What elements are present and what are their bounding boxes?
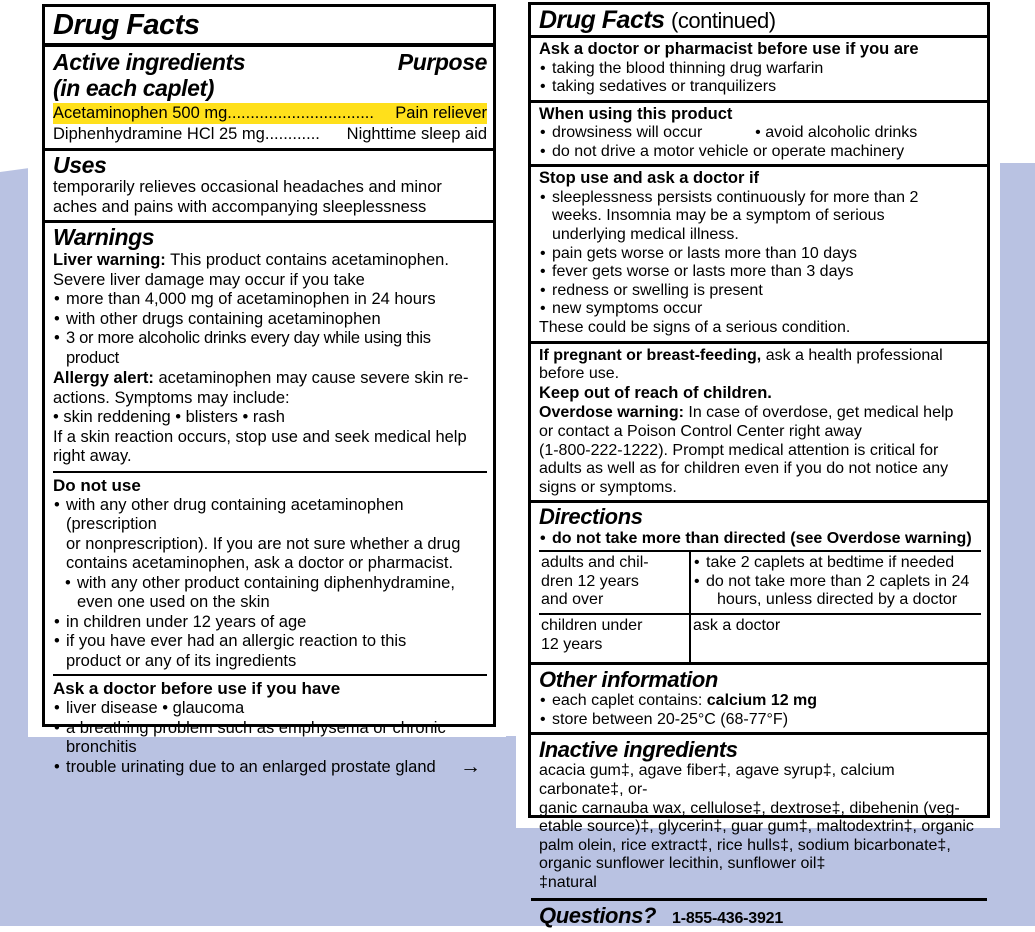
list-item: • taking sedatives or tranquilizers <box>539 78 981 97</box>
inactive-ingredients-line-5: organic sunflower lecithin, sunflower oil‡ <box>539 855 826 873</box>
pregnancy-warning-line-2: before use. <box>539 365 620 383</box>
section-stop-use <box>531 167 987 343</box>
liver-warning-bullets <box>53 290 487 368</box>
overdose-warning-line-4: adults as well as for children even if you do not notice any <box>539 460 949 478</box>
ask-doctor-pharmacist-list <box>539 60 981 97</box>
ingredient-row-diphenhydramine <box>53 124 487 145</box>
list-item: • more than 4,000 mg of acetaminophen in 24 hours <box>53 290 487 310</box>
continue-arrow-icon: → <box>460 755 481 779</box>
inactive-ingredients-line-2: ganic carnauba wax, cellulose‡, dextrose‡, dibehenin (veg- <box>539 799 960 817</box>
allergy-alert-label: Allergy alert: <box>53 369 154 387</box>
section-other-information <box>531 665 987 735</box>
active-ingredients-subheading: (in each caplet) <box>53 75 215 101</box>
dosage-instructions-adults <box>690 551 981 614</box>
section-general-warnings <box>531 344 987 504</box>
uses-line-1: temporarily relieves occasional headaches and minor <box>53 178 442 196</box>
table-row <box>539 551 981 614</box>
inactive-ingredients-line-3: etable source)‡, glycerin‡, guar gum‡, maltodextrin‡, organic <box>539 818 974 836</box>
uses-heading: Uses <box>53 152 107 178</box>
section-title-continued <box>531 5 987 38</box>
liver-warning <box>53 250 487 271</box>
allergy-footer-line-2: right away. <box>53 447 132 465</box>
allergy-symptoms: • skin reddening • blisters • rash <box>53 408 285 426</box>
purpose-heading: Purpose <box>397 49 487 75</box>
liver-warning-text: This product contains acetaminophen. <box>170 251 449 269</box>
inactive-ingredients-footnote: ‡natural <box>539 874 597 891</box>
table-row <box>539 614 981 662</box>
allergy-alert <box>53 368 487 389</box>
section-ask-doctor-pharmacist <box>531 38 987 103</box>
other-information-list <box>539 692 981 729</box>
questions-heading: Questions? <box>539 902 657 928</box>
liver-warning-label: Liver warning: <box>53 251 166 269</box>
uses-line-2: aches and pains with accompanying sleeplessness <box>53 197 427 216</box>
active-ingredients-heading: Active ingredients <box>53 49 246 75</box>
section-questions <box>531 901 987 932</box>
section-active-ingredients <box>45 47 493 151</box>
do-not-use-list <box>53 496 487 672</box>
allergy-alert-line-2: actions. Symptoms may include: <box>53 388 290 407</box>
pregnancy-warning-text: ask a health professional <box>765 346 943 364</box>
dosage-instructions-children: ask a doctor <box>690 614 981 662</box>
ingredient-row-acetaminophen <box>53 103 487 124</box>
section-title <box>45 7 493 47</box>
drug-facts-label-left <box>42 4 496 779</box>
list-item: • with other drugs containing acetaminophen <box>53 310 487 330</box>
ingredient-purpose-diphenhydramine: Nighttime sleep aid <box>346 125 487 143</box>
list-item: • with any other drug containing acetaminophen (prescription or nonprescription). If you are not sure whether a drug contains acetaminophen, ask a doctor or pharmacist. <box>53 496 487 574</box>
overdose-warning-line-5: signs or symptoms. <box>539 478 677 496</box>
list-item: • do not drive a motor vehicle or operate machinery <box>539 143 981 162</box>
list-item: • liver disease • glaucoma <box>53 699 487 719</box>
allergy-alert-text: acetaminophen may cause severe skin re- <box>158 369 469 387</box>
dosage-age-group-adults: adults and chil- dren 12 years and over <box>539 551 690 614</box>
dosage-age-group-children: children under 12 years <box>539 614 690 662</box>
keep-out-of-reach-warning: Keep out of reach of children. <box>539 383 772 402</box>
list-item: • in children under 12 years of age <box>53 613 487 633</box>
section-warnings <box>45 223 493 780</box>
list-item: • store between 20-25°C (68-77°F) <box>539 711 981 730</box>
list-item: • a breathing problem such as emphysema or chronic bronchitis <box>53 719 487 758</box>
list-item: • do not take more than 2 caplets in 24 hours, unless directed by a doctor <box>693 573 977 610</box>
section-inactive-ingredients <box>531 735 987 900</box>
dosage-table <box>539 550 981 662</box>
ask-doctor-heading: Ask a doctor before use if you have <box>53 679 341 698</box>
ingredient-name-diphenhydramine: Diphenhydramine HCl 25 mg............ <box>53 125 320 143</box>
list-item: • 3 or more alcoholic drinks every day while using this product <box>53 329 487 368</box>
backdrop-right-band <box>1000 163 1035 926</box>
ask-doctor-pharmacist-heading: Ask a doctor or pharmacist before use if you are <box>539 40 919 58</box>
when-using-heading: When using this product <box>539 104 733 123</box>
questions-phone-number: 1-855-436-3921 <box>672 909 784 927</box>
warnings-heading: Warnings <box>53 224 155 250</box>
overdose-warning <box>539 403 981 423</box>
list-item: • drowsiness will occur • avoid alcoholic drinks <box>539 124 981 143</box>
continued-label: (continued) <box>671 8 776 33</box>
list-item: • take 2 caplets at bedtime if needed <box>693 554 977 573</box>
dosage-bullet-list <box>693 554 977 610</box>
inactive-ingredients-line-1: acacia gum‡, agave fiber‡, agave syrup‡, calcium carbonate‡, or- <box>539 762 895 799</box>
ingredient-name-acetaminophen: Acetaminophen 500 mg................................ <box>53 104 374 122</box>
list-item: • do not take more than directed (see Overdose warning) <box>539 529 981 548</box>
when-using-item-1b: • avoid alcoholic drinks <box>755 124 918 142</box>
directions-top-bullet-list <box>539 529 981 550</box>
drug-facts-label-right <box>528 2 990 928</box>
ask-doctor-list <box>53 699 487 777</box>
directions-heading: Directions <box>539 504 643 530</box>
overdose-warning-text: In case of overdose, get medical help <box>688 404 954 422</box>
inactive-ingredients-heading: Inactive ingredients <box>539 737 738 763</box>
list-item: • pain gets worse or lasts more than 10 days <box>539 245 981 264</box>
page-title-continued: Drug Facts (continued) <box>539 6 776 34</box>
stop-use-list <box>539 189 981 319</box>
pregnancy-warning-label: If pregnant or breast-feeding, <box>539 346 762 364</box>
list-item: • fever gets worse or lasts more than 3 days <box>539 263 981 282</box>
stop-use-footer: These could be signs of a serious condition. <box>539 319 851 337</box>
stop-use-heading: Stop use and ask a doctor if <box>539 169 760 188</box>
section-when-using <box>531 103 987 168</box>
list-item: • redness or swelling is present <box>539 282 981 301</box>
list-item: • taking the blood thinning drug warfarin <box>539 60 981 79</box>
section-uses <box>45 151 493 223</box>
list-item: • if you have ever had an allergic reaction to this product or any of its ingredients <box>53 632 487 671</box>
other-information-heading: Other information <box>539 667 718 693</box>
section-directions <box>531 503 987 665</box>
liver-warning-line-2: Severe liver damage may occur if you take <box>53 270 365 289</box>
overdose-warning-line-3: (1-800-222-1222). Prompt medical attention is critical for <box>539 441 939 459</box>
list-item: • sleeplessness persists continuously for more than 2 weeks. Insomnia may be a symptom of serious underlying medical illness. <box>539 189 981 245</box>
list-item: • new symptoms occur <box>539 300 981 319</box>
allergy-footer-line-1: If a skin reaction occurs, stop use and seek medical help <box>53 427 467 446</box>
overdose-warning-label: Overdose warning: <box>539 404 684 422</box>
list-item: • trouble urinating due to an enlarged prostate gland → <box>53 758 487 778</box>
ingredient-purpose-acetaminophen: Pain reliever <box>395 104 487 122</box>
drug-facts-panel-right <box>516 0 1000 928</box>
inactive-ingredients-line-4: palm olein, rice extract‡, rice hulls‡, sodium bicarbonate‡, <box>539 836 951 854</box>
drug-facts-panel-left <box>28 0 506 779</box>
list-item: • with any other product containing diphenhydramine, even one used on the skin <box>53 574 487 613</box>
when-using-list <box>539 124 981 161</box>
calcium-amount: calcium 12 mg <box>706 692 818 710</box>
overdose-warning-line-2: or contact a Poison Control Center right away <box>539 422 862 440</box>
do-not-use-heading: Do not use <box>53 475 141 495</box>
list-item: • each caplet contains: calcium 12 mg <box>539 692 981 711</box>
page-title: Drug Facts <box>53 9 200 41</box>
pregnancy-warning <box>539 346 981 366</box>
